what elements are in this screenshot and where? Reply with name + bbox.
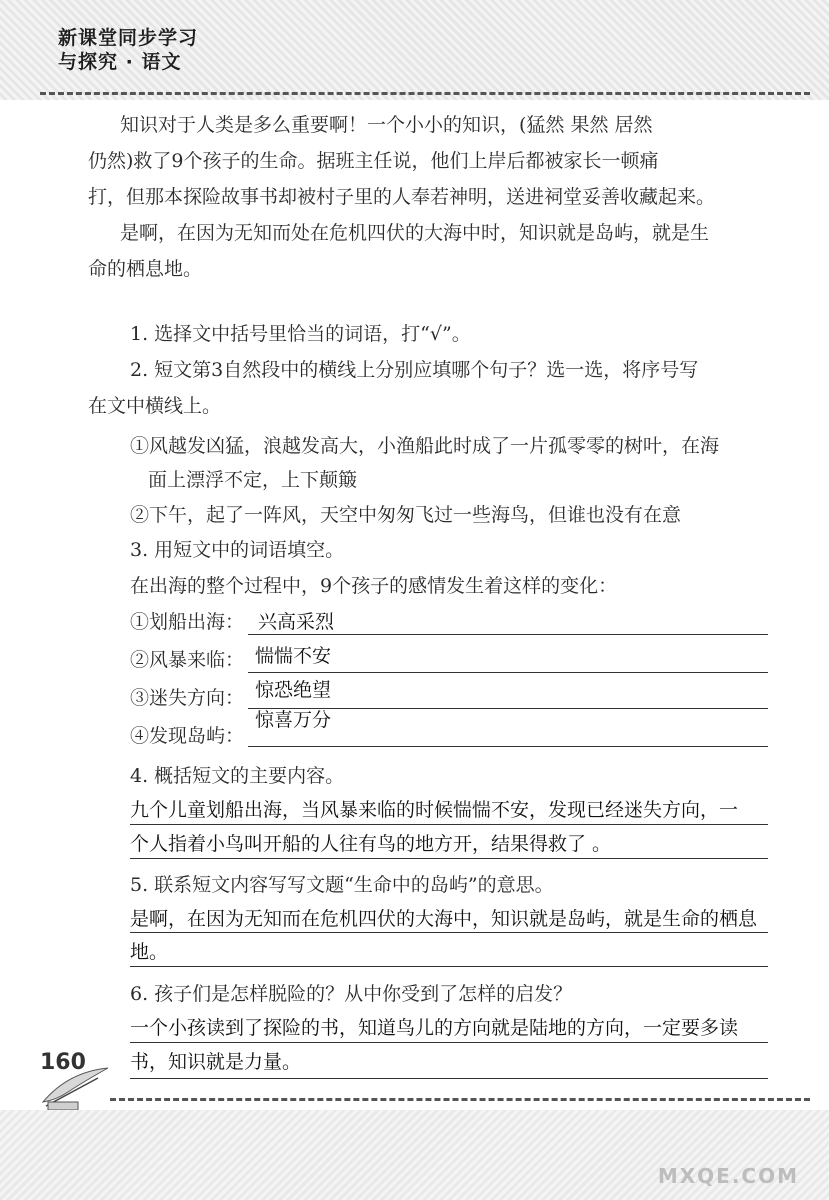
q3-item-answer: 兴高采烈 <box>258 611 335 633</box>
answer-line <box>130 1078 768 1079</box>
q3-item-answer: 惊恐绝望 <box>255 679 332 701</box>
passage-line: 知识对于人类是多么重要啊！一个小小的知识，(猛然 果然 居然 <box>120 114 653 136</box>
question-2-option-2: ②下午，起了一阵风，天空中匆匆飞过一些海鸟，但谁也没有在意 <box>130 504 682 526</box>
question-3-intro: 在出海的整个过程中，9个孩子的感情发生着这样的变化： <box>130 575 618 597</box>
q3-item-label: ④发现岛屿： <box>130 725 245 747</box>
answer-line <box>130 932 768 933</box>
q6-answer-line: 书，知识就是力量。 <box>130 1051 302 1073</box>
question-6: 6. 孩子们是怎样脱险的？从中你受到了怎样的启发？ <box>130 983 573 1005</box>
passage-line: 是啊，在因为无知而处在危机四伏的大海中时，知识就是岛屿，就是生 <box>120 222 710 244</box>
book-title-line1: 新课堂同步学习 <box>58 27 199 49</box>
question-2-line2: 在文中横线上。 <box>88 395 222 417</box>
question-4: 4. 概括短文的主要内容。 <box>130 765 345 787</box>
q3-item-label: ①划船出海： <box>130 611 245 633</box>
quill-icon <box>38 1062 118 1112</box>
passage-line: 仍然)救了9个孩子的生命。据班主任说，他们上岸后都被家长一顿痛 <box>88 150 659 172</box>
question-2-line1: 2. 短文第3自然段中的横线上分别应填哪个句子？选一选，将序号写 <box>130 359 699 381</box>
question-3: 3. 用短文中的词语填空。 <box>130 539 345 561</box>
answer-line <box>130 858 768 859</box>
page-number: 160 <box>40 1050 86 1075</box>
question-1: 1. 选择文中括号里恰当的词语，打“√”。 <box>130 323 471 345</box>
question-2-option-1-cont: 面上漂浮不定，上下颠簸 <box>148 469 358 491</box>
answer-line <box>248 634 768 635</box>
book-title <box>58 26 198 74</box>
passage-line: 命的栖息地。 <box>88 258 203 280</box>
q4-answer-line: 九个儿童划船出海，当风暴来临的时候惴惴不安，发现已经迷失方向，一 <box>130 799 739 821</box>
answer-line <box>248 746 768 747</box>
q6-answer-line: 一个小孩读到了探险的书，知道鸟儿的方向就是陆地的方向，一定要多读 <box>130 1017 739 1039</box>
book-title-line2: 与探究 · 语文 <box>58 51 182 73</box>
footer-divider <box>110 1098 810 1101</box>
q5-answer-line: 地。 <box>130 941 169 963</box>
q3-item-label: ③迷失方向： <box>130 687 245 709</box>
question-2-option-1: ①风越发凶猛，浪越发高大，小渔船此时成了一片孤零零的树叶，在海 <box>130 435 720 457</box>
q4-answer-line: 个人指着小鸟叫开船的人往有鸟的地方开，结果得救了 。 <box>130 833 612 855</box>
answer-line <box>130 1042 768 1043</box>
passage-line: 打，但那本探险故事书却被村子里的人奉若神明，送进祠堂妥善收藏起来。 <box>88 186 716 208</box>
q5-answer-line: 是啊，在因为无知而在危机四伏的大海中，知识就是岛屿，就是生命的栖息 <box>130 908 758 930</box>
q3-item-answer: 惊喜万分 <box>255 709 332 731</box>
answer-line <box>130 824 768 825</box>
q3-item-answer: 惴惴不安 <box>255 645 332 667</box>
answer-line <box>248 672 768 673</box>
q3-item-label: ②风暴来临： <box>130 649 245 671</box>
header-divider <box>40 92 810 95</box>
watermark: MXQE.COM <box>657 1164 799 1188</box>
answer-line <box>130 966 768 967</box>
question-5: 5. 联系短文内容写写文题“生命中的岛屿”的意思。 <box>130 874 554 896</box>
